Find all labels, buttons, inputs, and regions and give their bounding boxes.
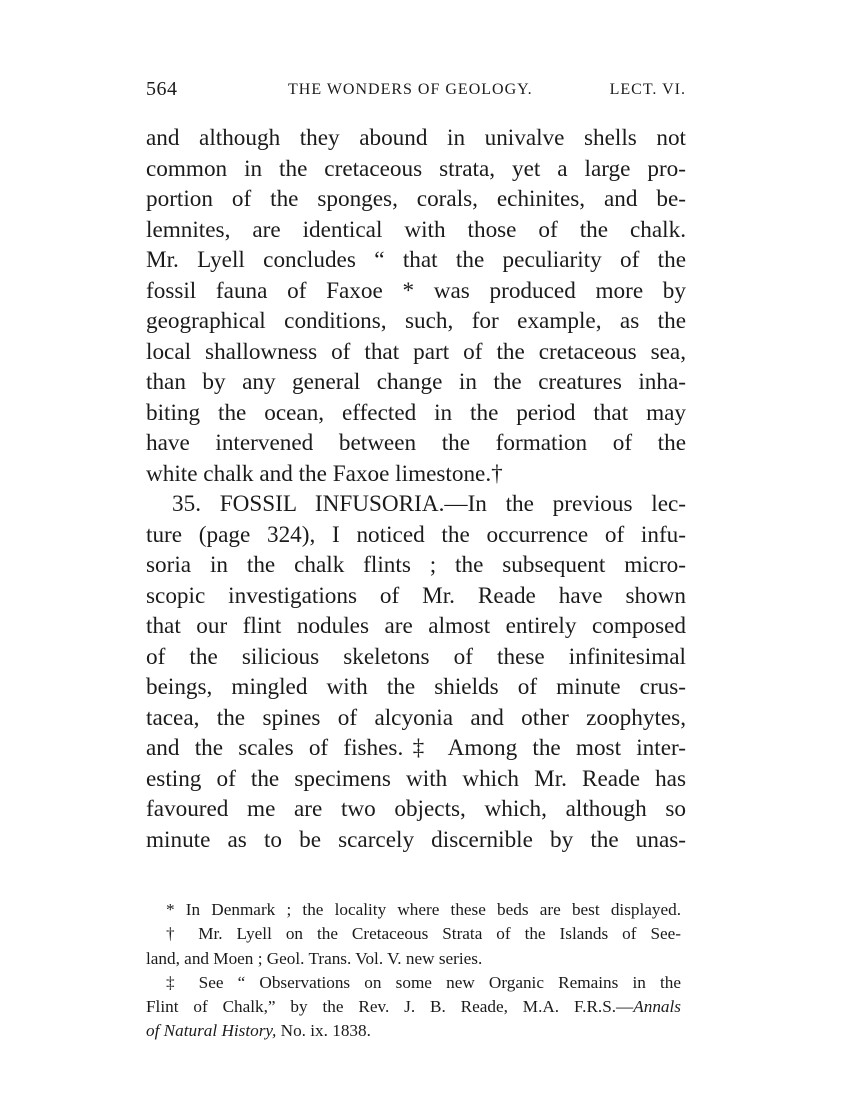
body-line: tacea, the spines of alcyonia and other zoophytes, — [146, 704, 686, 731]
body-line: than by any general change in the creatures inha- — [146, 369, 686, 395]
body-line: favoured me are two objects, which, although so — [146, 796, 686, 822]
lecture-reference: LECT. VI. — [609, 81, 686, 98]
body-line: ture (page 324), I noticed the occurrence of infu- — [146, 521, 686, 548]
body-line: scopic investigations of Mr. Reade have shown — [146, 582, 686, 609]
body-line: biting the ocean, effected in the period that may — [146, 399, 686, 426]
page-header — [146, 78, 686, 108]
footnote-3-journal-title-cont: of Natural History, — [146, 1021, 277, 1041]
body-line: portion of the sponges, corals, echinites, and be- — [146, 186, 686, 212]
body-line: common in the cretaceous strata, yet a large pro- — [146, 155, 686, 182]
body-line: that our flint nodules are almost entirely composed — [146, 613, 686, 639]
body-text — [146, 123, 686, 855]
footnote-3-issue: No. ix. 1838. — [276, 1021, 371, 1041]
body-line: have intervened between the formation of the — [146, 430, 686, 456]
page-number: 564 — [146, 78, 178, 100]
footnote-1: * In Denmark ; the locality where these beds are best displayed. — [166, 900, 681, 919]
footnote-2-line-1: † Mr. Lyell on the Cretaceous Strata of the Islands of See- — [166, 924, 681, 944]
body-line: white chalk and the Faxoe limestone.† — [146, 460, 503, 487]
running-title: THE WONDERS OF GEOLOGY. — [288, 81, 533, 98]
footnote-3-line-2 — [146, 995, 681, 1019]
body-line: geographical conditions, such, for example, as the — [146, 308, 686, 334]
footnote-3-line-3 — [146, 1019, 681, 1043]
footnote-3-citation: Flint of Chalk,” by the Rev. J. B. Reade, M.A. F.R.S.— — [146, 997, 634, 1017]
section-heading-line: 35. FOSSIL INFUSORIA.—In the previous lec- — [172, 491, 686, 517]
body-line: and although they abound in univalve shells not — [146, 125, 686, 151]
body-line: Mr. Lyell concludes “ that the peculiarity of the — [146, 247, 686, 273]
body-line: local shallowness of that part of the cretaceous sea, — [146, 338, 686, 365]
body-line: lemnites, are identical with those of the chalk. — [146, 216, 686, 243]
body-line: of the silicious skeletons of these infinitesimal — [146, 643, 686, 670]
footnote-3-journal-title: Annals — [633, 997, 681, 1017]
body-line: fossil fauna of Faxoe * was produced more by — [146, 277, 686, 304]
footnotes — [146, 898, 681, 1044]
body-line: minute as to be scarcely discernible by the unas- — [146, 826, 686, 853]
footnote-3-line-1: ‡ See “ Observations on some new Organic Remains in the — [166, 972, 681, 992]
body-line: and the scales of fishes.‡ Among the most inter- — [146, 735, 686, 761]
footnote-2-line-2: land, and Moen ; Geol. Trans. Vol. V. new series. — [146, 948, 483, 968]
body-line: esting of the specimens with which Mr. Reade has — [146, 765, 686, 792]
body-line: soria in the chalk flints ; the subsequent micro- — [146, 552, 686, 578]
body-line: beings, mingled with the shields of minute crus- — [146, 674, 686, 700]
